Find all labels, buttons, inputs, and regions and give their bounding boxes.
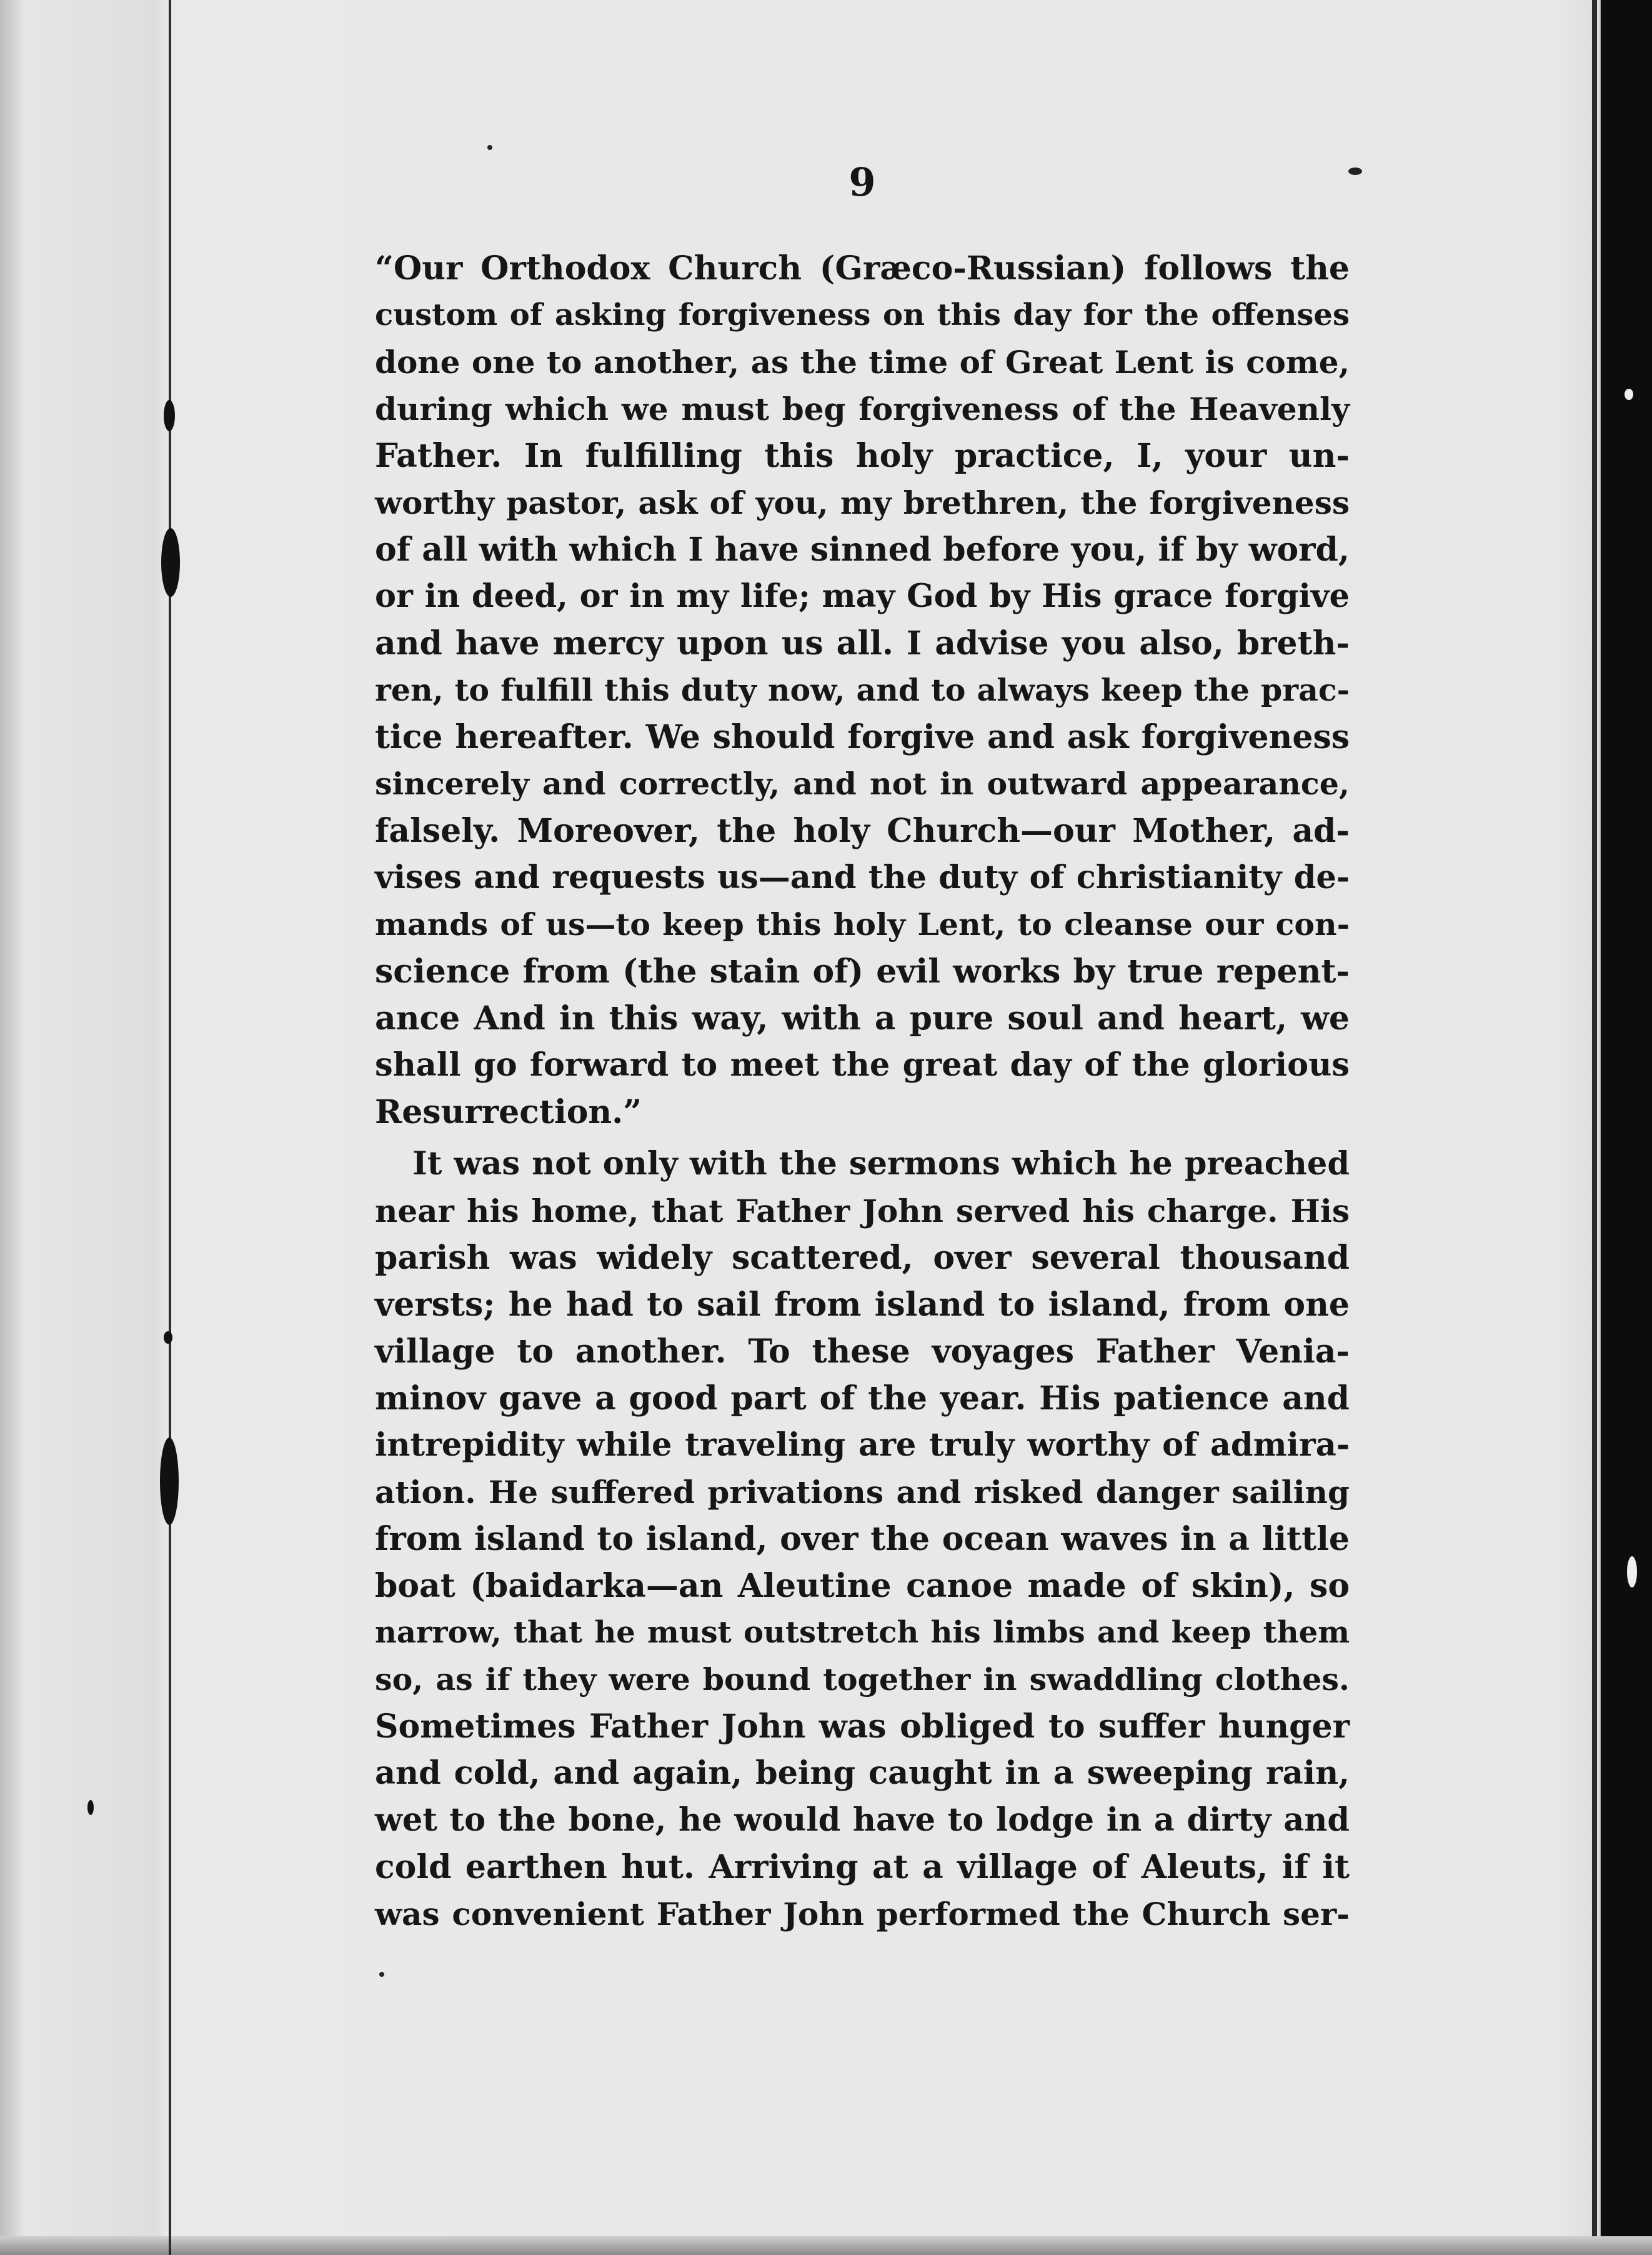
text-line: Sometimes Father John was obliged to suffer hunger	[375, 1708, 1350, 1746]
text-line: custom of asking forgiveness on this day for the offenses	[375, 298, 1350, 332]
text-line: near his home, that Father John served his charge. His	[375, 1192, 1350, 1229]
text-line: ation. He suffered privations and risked danger sailing	[375, 1474, 1350, 1511]
text-line: Father. In fulfilling this holy practice, I, your un-	[375, 437, 1350, 475]
scan-right-border	[1601, 0, 1652, 2255]
text-line: boat (baidarka—an Aleutine canoe made of skin), so	[375, 1567, 1350, 1605]
text-line: science from (the stain of) evil works by true repent-	[375, 952, 1350, 991]
text-line: was convenient Father John performed the Church ser-	[375, 1896, 1350, 1932]
text-line: from island to island, over the ocean waves in a little	[375, 1520, 1350, 1558]
binding-thread-mark	[161, 528, 180, 597]
quoted-sermon	[375, 245, 1350, 1136]
text-line: vises and requests us—and the duty of christianity de-	[375, 859, 1350, 896]
text-line: or in deed, or in my life; may God by His grace forgive	[375, 578, 1350, 615]
text-line: worthy pastor, ask of you, my brethren, the forgiveness	[375, 484, 1350, 521]
text-line: and have mercy upon us all. I advise you also, breth-	[375, 624, 1350, 662]
page-body-text	[375, 245, 1350, 1938]
text-line: during which we must beg forgiveness of the Heavenly	[375, 391, 1350, 428]
text-line: of all with which I have sinned before you, if by word,	[375, 531, 1350, 569]
text-line: versts; he had to sail from island to island, from one	[375, 1286, 1350, 1324]
binding-gutter-line	[169, 0, 171, 2255]
text-line: ren, to fulfill this duty now, and to always keep the prac-	[375, 672, 1350, 708]
text-line: “Our Orthodox Church (Græco-Russian) follows the	[375, 249, 1350, 288]
text-line: shall go forward to meet the great day of the glorious	[375, 1046, 1350, 1084]
text-line: parish was widely scattered, over several thousand	[375, 1239, 1350, 1277]
text-line: falsely. Moreover, the holy Church—our Mother, ad-	[375, 812, 1350, 850]
scan-edge-shadow	[1592, 0, 1597, 2255]
binding-thread-mark	[164, 1331, 172, 1344]
text-line: and cold, and again, being caught in a sweeping rain,	[375, 1754, 1350, 1792]
body-paragraph	[375, 1141, 1350, 1938]
page-number: 9	[848, 159, 876, 205]
text-line: tice hereafter. We should forgive and ask forgiveness	[375, 718, 1350, 756]
text-line: minov gave a good part of the year. His patience and	[375, 1379, 1350, 1418]
text-line: Resurrection.”	[375, 1093, 642, 1131]
text-line: wet to the bone, he would have to lodge in a dirty and	[375, 1801, 1350, 1839]
scan-bottom-edge	[0, 2236, 1652, 2255]
text-line: done one to another, as the time of Great Lent is come,	[375, 344, 1350, 381]
scan-speck	[1348, 168, 1362, 175]
text-line: village to another. To these voyages Father Venia-	[375, 1332, 1350, 1371]
text-line: ance And in this way, with a pure soul and heart, we	[375, 999, 1350, 1038]
scan-speck	[1627, 1556, 1637, 1588]
text-line: narrow, that he must outstretch his limbs and keep them	[375, 1615, 1350, 1650]
scan-speck	[1625, 389, 1633, 400]
binding-thread-mark	[160, 1438, 179, 1525]
scan-speck	[487, 145, 492, 150]
text-line: sincerely and correctly, and not in outward appearance,	[375, 766, 1350, 802]
text-line: so, as if they were bound together in swaddling clothes.	[375, 1661, 1350, 1698]
scan-speck	[379, 1972, 384, 1977]
binding-thread-mark	[87, 1800, 94, 1815]
text-line: intrepidity while traveling are truly worthy of admira-	[375, 1426, 1350, 1464]
text-line: It was not only with the sermons which he preached	[412, 1145, 1350, 1182]
text-line: cold earthen hut. Arriving at a village of Aleuts, if it	[375, 1848, 1350, 1886]
text-line: mands of us—to keep this holy Lent, to cleanse our con-	[375, 906, 1350, 942]
binding-thread-mark	[164, 400, 175, 431]
